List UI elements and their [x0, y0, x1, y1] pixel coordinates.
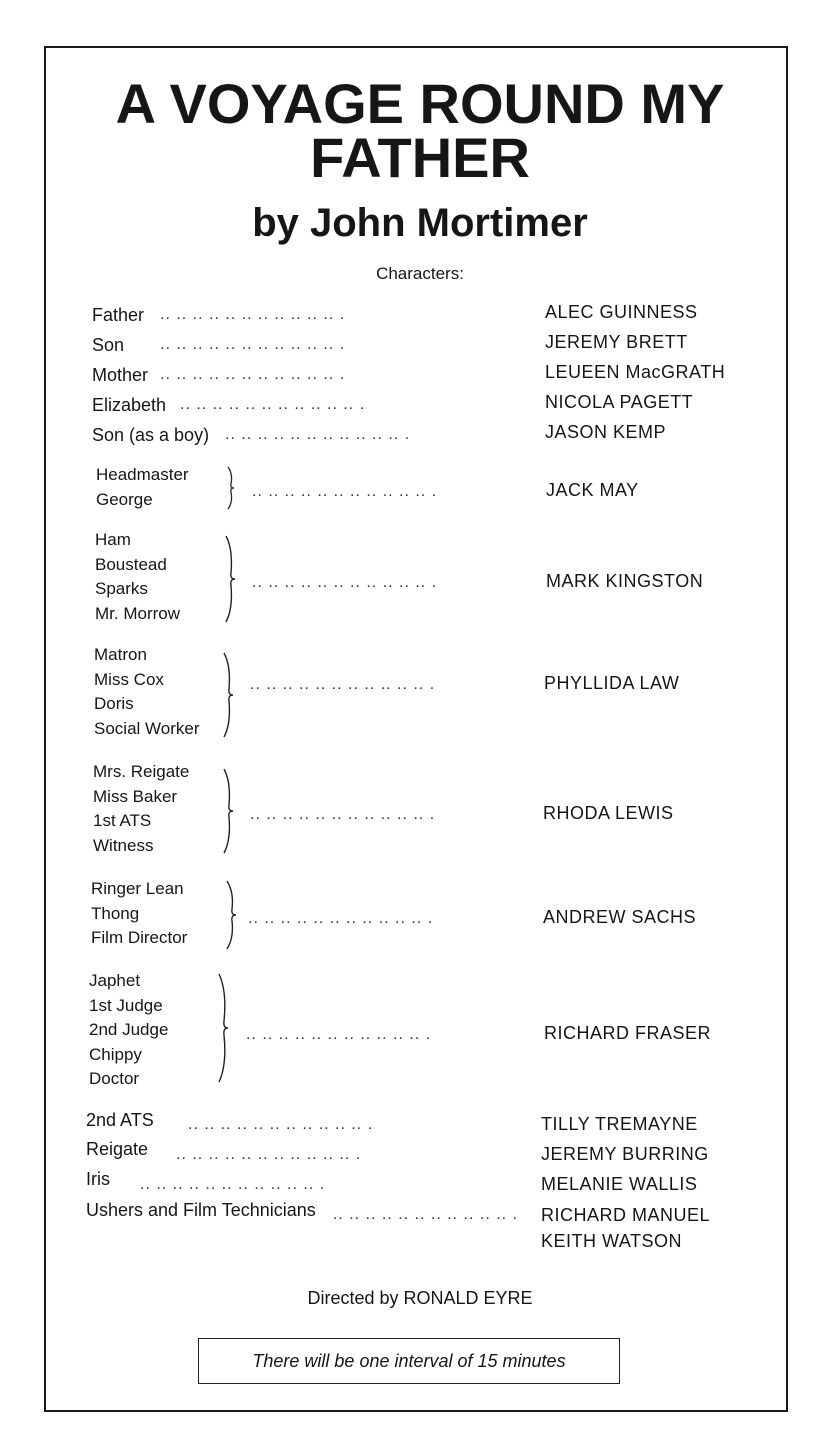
brace-icon: [224, 880, 238, 950]
role-group: [89, 969, 168, 1092]
actor-name: JACK MAY: [546, 480, 639, 500]
dot-leader: . .. .. .. .. .. .. .. .. .. .. ..: [188, 1116, 374, 1133]
role-name: Reigate: [86, 1139, 149, 1159]
brace-icon: [223, 535, 237, 623]
actor-name: RICHARD FRASER: [544, 1023, 712, 1043]
dot-leader: . .. .. .. .. .. .. .. .. .. .. ..: [160, 306, 346, 323]
actor-name: MARK KINGSTON: [546, 571, 704, 591]
interval-notice: There will be one interval of 15 minutes: [198, 1338, 620, 1384]
role-name: Mr. Morrow: [95, 603, 180, 623]
brace-icon: [221, 652, 235, 738]
actor-name: RHODA LEWIS: [543, 803, 674, 823]
dot-leader: . .. .. .. .. .. .. .. .. .. .. ..: [248, 910, 434, 927]
role-name: Headmaster: [96, 465, 189, 484]
brace-icon: [221, 768, 235, 854]
brace-icon: [216, 973, 230, 1083]
actor-name: JEREMY BURRING: [541, 1144, 709, 1164]
actor-name: RICHARD MANUEL: [541, 1205, 711, 1225]
dot-leader: . .. .. .. .. .. .. .. .. .. .. ..: [332, 1206, 518, 1223]
actor-name: ALEC GUINNESS: [545, 302, 698, 322]
dot-leader: . .. .. .. .. .. .. .. .. .. .. ..: [176, 1146, 362, 1163]
play-title-line2: FATHER: [310, 126, 530, 189]
role-name: Doctor: [89, 1069, 140, 1088]
role-name: George: [96, 489, 153, 509]
actor-name: ANDREW SACHS: [543, 907, 697, 927]
actor-name: PHYLLIDA LAW: [544, 673, 680, 693]
role-name: Ringer Lean: [91, 879, 184, 898]
dot-leader: . .. .. .. .. .. .. .. .. .. .. ..: [252, 483, 438, 500]
role-group: [94, 643, 200, 741]
role-name: Ham: [95, 530, 131, 549]
role-name: Thong: [91, 903, 140, 923]
dot-leader: . .. .. .. .. .. .. .. .. .. .. ..: [180, 396, 366, 413]
actor-name: TILLY TREMAYNE: [541, 1114, 698, 1134]
role-name: Iris: [86, 1169, 110, 1189]
role-name: Doris: [94, 694, 134, 713]
role-name: Father: [92, 305, 145, 325]
dot-leader: . .. .. .. .. .. .. .. .. .. .. ..: [252, 574, 438, 591]
role-name: Miss Baker: [93, 786, 178, 806]
role-group: [95, 528, 180, 626]
dot-leader: . .. .. .. .. .. .. .. .. .. .. ..: [250, 676, 436, 693]
actor-name: NICOLA PAGETT: [545, 392, 694, 412]
characters-heading: Characters:: [376, 264, 464, 283]
role-name: Matron: [94, 645, 147, 664]
role-name: Son (as a boy): [92, 425, 210, 445]
role-name: Film Director: [91, 928, 188, 947]
brace-icon: [225, 466, 237, 510]
role-name: Witness: [93, 835, 154, 855]
role-name: 2nd Judge: [89, 1020, 169, 1039]
role-name: Sparks: [95, 579, 148, 598]
role-name: 2nd ATS: [86, 1110, 154, 1130]
role-name: Japhet: [89, 971, 141, 990]
dot-leader: . .. .. .. .. .. .. .. .. .. .. ..: [160, 336, 346, 353]
role-name: Ushers and Film Technicians: [86, 1200, 316, 1220]
dot-leader: . .. .. .. .. .. .. .. .. .. .. ..: [140, 1176, 326, 1193]
role-name: Son: [92, 335, 125, 355]
role-name: 1st Judge: [89, 995, 163, 1015]
dot-leader: . .. .. .. .. .. .. .. .. .. .. ..: [250, 806, 436, 823]
role-name: Elizabeth: [92, 395, 167, 415]
actor-name: LEUEEN MacGRATH: [545, 362, 726, 382]
dot-leader: . .. .. .. .. .. .. .. .. .. .. ..: [246, 1026, 432, 1043]
dot-leader: . .. .. .. .. .. .. .. .. .. .. ..: [160, 366, 346, 383]
play-title-line1: A VOYAGE ROUND MY: [115, 72, 725, 135]
role-name: Miss Cox: [94, 669, 164, 689]
dot-leader: . .. .. .. .. .. .. .. .. .. .. ..: [225, 426, 411, 443]
role-group: [91, 877, 187, 951]
actor-name: MELANIE WALLIS: [541, 1174, 698, 1194]
director-credit: Directed by RONALD EYRE: [307, 1288, 533, 1308]
role-name: Mrs. Reigate: [93, 762, 190, 781]
role-group: [96, 463, 189, 512]
role-name: Boustead: [95, 554, 167, 574]
author-line: by John Mortimer: [252, 201, 588, 245]
role-name: Chippy: [89, 1044, 142, 1064]
actor-name: JASON KEMP: [545, 422, 667, 442]
actor-name: KEITH WATSON: [541, 1231, 682, 1251]
role-name: Social Worker: [94, 718, 200, 738]
actor-name: JEREMY BRETT: [545, 332, 688, 352]
role-group: [93, 760, 189, 858]
role-name: Mother: [92, 365, 149, 385]
role-name: 1st ATS: [93, 811, 152, 830]
